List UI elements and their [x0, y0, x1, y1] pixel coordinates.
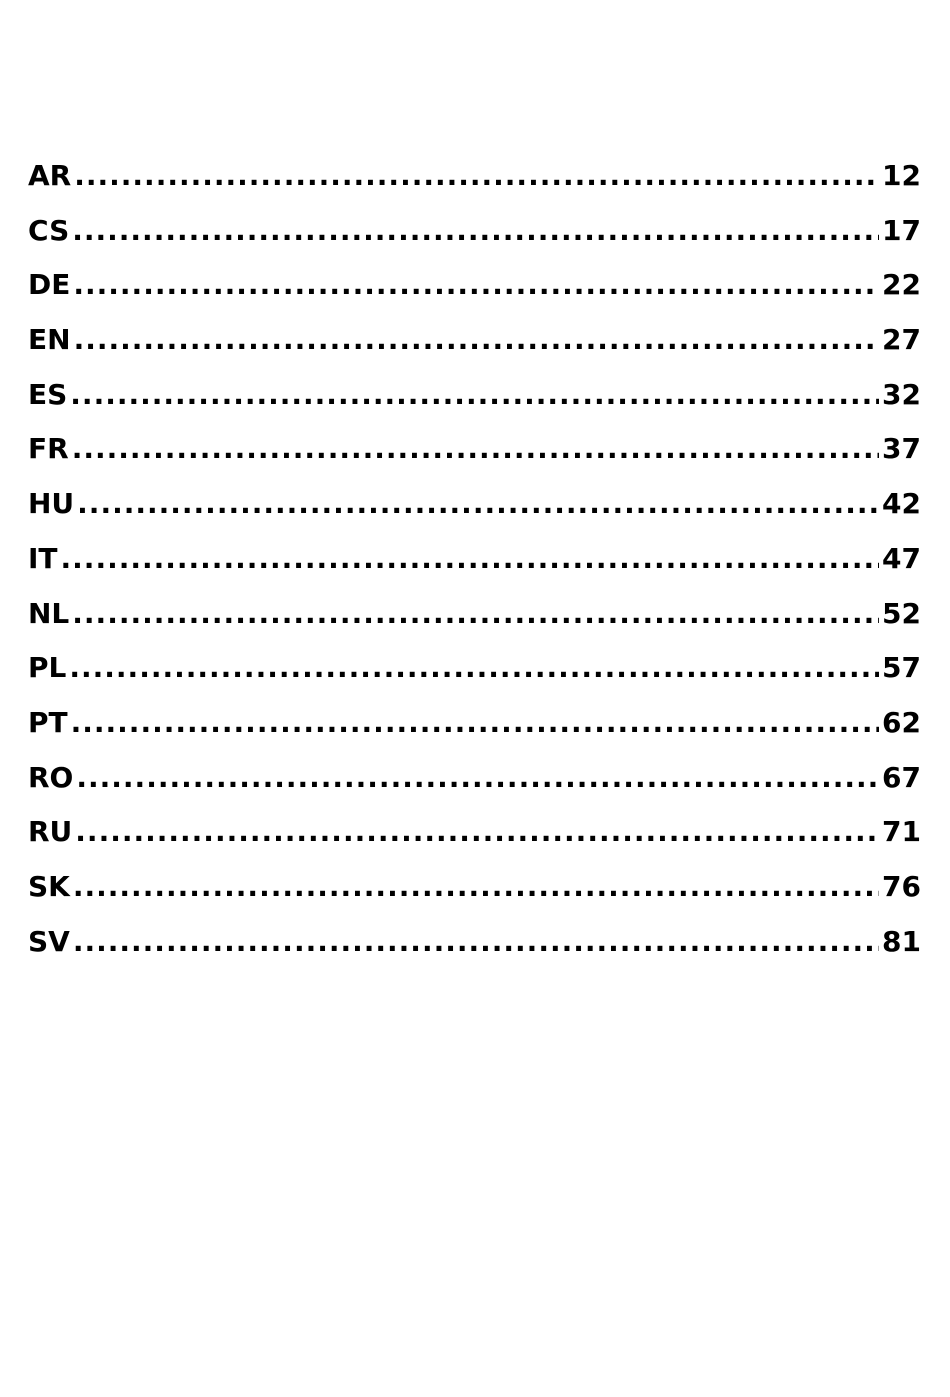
toc-page-number: 47 [882, 541, 921, 575]
toc-language-code: FR [28, 432, 69, 466]
toc-page-number: 81 [882, 924, 921, 958]
toc-entry-ro[interactable] [28, 751, 921, 806]
toc-language-code: CS [28, 213, 70, 247]
toc-dot-leader [73, 258, 879, 313]
toc-page-number: 52 [882, 596, 921, 630]
toc-page-number: 12 [882, 159, 921, 192]
toc-dot-leader [72, 204, 879, 259]
toc-dot-leader [76, 751, 879, 806]
toc-language-code: PT [28, 705, 68, 739]
toc-language-code: RO [28, 760, 74, 794]
toc-dot-leader [70, 368, 879, 423]
toc-dot-leader [69, 641, 879, 696]
toc-page-number: 57 [882, 651, 921, 685]
toc-language-code: SK [28, 869, 70, 903]
toc-page-number: 42 [882, 487, 921, 521]
toc-page-number: 76 [882, 869, 921, 903]
toc-page-number: 32 [882, 377, 921, 411]
toc-dot-leader [73, 915, 879, 970]
toc-entry-ar[interactable] [28, 149, 921, 204]
toc-dot-leader [71, 696, 879, 751]
toc-entry-fr[interactable] [28, 422, 921, 477]
toc-page-number: 27 [882, 323, 921, 357]
toc-language-code: DE [28, 268, 71, 302]
toc-dot-leader [77, 477, 879, 532]
table-of-contents [28, 149, 921, 969]
toc-language-code: SV [28, 924, 70, 958]
toc-entry-ru[interactable] [28, 805, 921, 860]
toc-entry-nl[interactable] [28, 587, 921, 642]
toc-language-code: AR [28, 159, 72, 192]
toc-page-number: 17 [882, 213, 921, 247]
toc-dot-leader [61, 532, 880, 587]
toc-language-code: IT [28, 541, 58, 575]
toc-language-code: RU [28, 815, 73, 849]
toc-entry-it[interactable] [28, 532, 921, 587]
toc-page-number: 62 [882, 705, 921, 739]
toc-entry-sk[interactable] [28, 860, 921, 915]
toc-dot-leader [72, 422, 879, 477]
toc-entry-es[interactable] [28, 368, 921, 423]
toc-language-code: PL [28, 651, 67, 685]
toc-entry-de[interactable] [28, 258, 921, 313]
toc-dot-leader [74, 149, 879, 204]
toc-entry-cs[interactable] [28, 204, 921, 259]
toc-language-code: EN [28, 323, 71, 357]
toc-dot-leader [73, 860, 879, 915]
toc-page-number: 71 [882, 815, 921, 849]
toc-entry-en[interactable] [28, 313, 921, 368]
toc-language-code: HU [28, 487, 75, 521]
toc-page-number: 37 [882, 432, 921, 466]
toc-entry-pt[interactable] [28, 696, 921, 751]
toc-entry-hu[interactable] [28, 477, 921, 532]
toc-page-number: 22 [882, 268, 921, 302]
toc-entry-sv[interactable] [28, 915, 921, 970]
toc-language-code: NL [28, 596, 70, 630]
toc-dot-leader [74, 313, 879, 368]
toc-dot-leader [72, 587, 879, 642]
toc-dot-leader [75, 805, 879, 860]
toc-language-code: ES [28, 377, 68, 411]
toc-page-number: 67 [882, 760, 921, 794]
toc-entry-pl[interactable] [28, 641, 921, 696]
